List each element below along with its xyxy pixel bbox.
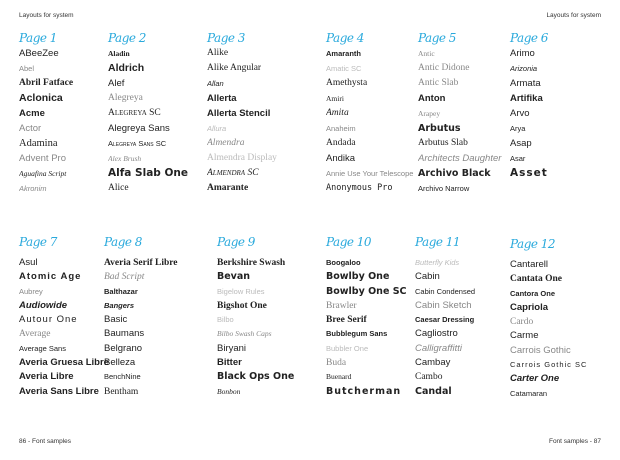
font-sample: ABeeZee: [19, 48, 59, 59]
font-sample: Audiowide: [19, 299, 68, 311]
font-sample: Averia Gruesa Libre: [19, 357, 109, 369]
font-sample: Biryani: [217, 342, 247, 354]
font-sample: Allerta: [207, 93, 237, 104]
font-sample: Average: [19, 329, 51, 340]
page-footer-left: 86 - Font samples: [19, 438, 72, 445]
font-sample: Alfa Slab One: [108, 167, 188, 179]
font-sample: Arbutus Slab: [418, 138, 468, 148]
font-sample: Buenard: [326, 372, 352, 382]
font-sample: Abril Fatface: [19, 78, 74, 88]
font-sample: Catamaran: [510, 388, 548, 398]
font-sample: Andada: [326, 138, 356, 148]
font-sample: Bubblegum Sans: [326, 329, 388, 339]
font-sample: Butterfly Kids: [415, 258, 460, 267]
font-sample: Alegreya Sans SC: [108, 139, 167, 148]
font-sample: Belleza: [104, 357, 136, 369]
font-sample: BenchNine: [104, 372, 141, 382]
font-sample: Carme: [510, 330, 539, 342]
page-heading: Page 4: [326, 31, 364, 45]
font-sample: Amaranth: [326, 49, 362, 58]
font-sample: Advent Pro: [19, 153, 66, 164]
font-sample: Bubbler One: [326, 343, 369, 353]
font-sample: Anonymous Pro: [326, 183, 393, 193]
font-sample: Asul: [19, 257, 38, 268]
page-heading: Page 7: [19, 235, 57, 249]
font-sample: Cambo: [415, 372, 443, 383]
font-column-page-3: [207, 31, 322, 196]
font-sample: Antic Slab: [418, 78, 459, 88]
font-sample: Almendra Display: [207, 153, 277, 163]
font-sample: Adamina: [19, 138, 58, 149]
font-sample: Cagliostro: [415, 328, 458, 340]
font-sample: Butcherman: [326, 385, 402, 397]
font-sample: Amita: [326, 108, 349, 118]
font-sample: Amiri: [326, 94, 344, 103]
font-sample: Armata: [510, 78, 541, 89]
font-sample: Anton: [418, 93, 446, 104]
font-sample: Buda: [326, 358, 347, 369]
font-sample: Bevan: [217, 271, 251, 283]
font-sample: Abel: [19, 64, 35, 73]
font-sample: Cambay: [415, 357, 451, 369]
page-heading: Page 8: [104, 235, 142, 249]
font-sample: Cantarell: [510, 259, 549, 270]
font-sample: Allura: [207, 124, 227, 133]
page-heading: Page 3: [207, 31, 245, 45]
font-sample: Artifika: [510, 93, 543, 104]
font-sample: Cantata One: [510, 274, 562, 285]
page-heading: Page 5: [418, 31, 456, 45]
font-sample: Almendra: [207, 138, 245, 148]
font-sample: Arimo: [510, 48, 535, 59]
font-column-page-9: [217, 235, 332, 399]
font-sample: Alef: [108, 78, 125, 89]
font-sample: Aladin: [108, 49, 130, 58]
font-sample: Amarante: [207, 183, 249, 193]
font-sample: Archivo Narrow: [418, 184, 470, 193]
page-heading: Page 11: [415, 235, 461, 249]
font-sample: Baumans: [104, 328, 145, 340]
font-sample: Boogaloo: [326, 258, 361, 267]
font-sample: Arapey: [418, 109, 441, 118]
font-sample: Bowlby One SC: [326, 285, 407, 297]
font-sample: Black Ops One: [217, 371, 295, 383]
font-sample: Cabin Condensed: [415, 286, 476, 296]
font-sample: Alegreya SC: [108, 108, 161, 118]
font-sample: Arizonia: [510, 64, 538, 73]
page-heading: Page 12: [510, 237, 556, 251]
font-sample: Arvo: [510, 108, 530, 119]
page-heading: Page 2: [108, 31, 146, 45]
font-sample: Cardo: [510, 317, 534, 328]
font-sample: Allerta Stencil: [207, 108, 271, 119]
font-column-page-2: [108, 31, 223, 196]
font-column-page-8: [104, 235, 219, 399]
font-sample: Caesar Dressing: [415, 315, 475, 325]
font-sample: Arbutus: [418, 123, 461, 134]
font-sample: Allan: [207, 79, 224, 88]
font-sample: Cantora One: [510, 288, 556, 298]
font-sample: Carrois Gothic SC: [510, 360, 588, 370]
font-sample: Annie Use Your Telescope: [326, 169, 414, 178]
font-sample: Acme: [19, 108, 45, 119]
font-sample: Brawler: [326, 300, 357, 311]
page-heading: Page 1: [19, 31, 57, 45]
font-sample: Carrois Gothic: [510, 344, 571, 356]
font-sample: Balthazar: [104, 286, 138, 296]
font-sample: Cabin: [415, 271, 440, 283]
running-header-left: Layouts for system: [19, 12, 74, 19]
font-sample: Belgrano: [104, 342, 143, 354]
page-heading: Page 9: [217, 235, 255, 249]
font-sample: Asap: [510, 138, 532, 149]
font-sample: Aclonica: [19, 92, 63, 104]
font-sample: Candal: [415, 385, 452, 397]
font-sample: Averia Sans Libre: [19, 385, 99, 397]
font-sample: Antic: [418, 49, 435, 58]
page-heading: Page 10: [326, 235, 372, 249]
font-column-page-6: [510, 31, 620, 181]
font-sample: Cabin Sketch: [415, 299, 472, 311]
font-sample: Bilbo Swash Caps: [217, 329, 272, 339]
font-sample: Bitter: [217, 357, 242, 369]
font-sample: Architects Daughter: [418, 153, 502, 164]
font-sample: Bree Serif: [326, 315, 367, 326]
font-sample: Calligraffitti: [415, 342, 462, 354]
font-sample: Anaheim: [326, 124, 356, 133]
font-sample: Autour One: [19, 314, 78, 326]
font-sample: Actor: [19, 123, 42, 134]
font-sample: Alike Angular: [207, 63, 262, 73]
font-sample: Capriola: [510, 301, 549, 313]
font-sample: Basic: [104, 314, 128, 326]
font-sample: Alegreya Sans: [108, 123, 170, 134]
font-sample: Averia Libre: [19, 371, 74, 383]
font-sample: Almendra SC: [207, 168, 259, 178]
font-sample: Aubrey: [19, 286, 43, 296]
font-sample: Carter One: [510, 373, 560, 385]
running-header-right: Layouts for system: [546, 12, 601, 19]
font-sample: Akronim: [19, 184, 47, 193]
font-sample: Antic Didone: [418, 63, 470, 73]
font-sample: Alex Brush: [108, 154, 142, 163]
font-sample: Bowlby One: [326, 271, 390, 283]
page-footer-right: Font samples - 87: [548, 438, 601, 445]
font-sample: Andika: [326, 153, 356, 164]
font-sample: Bonbon: [217, 386, 241, 396]
font-sample: Amethysta: [326, 78, 368, 88]
font-sample: Aguafina Script: [19, 169, 67, 178]
font-column-page-12: [510, 237, 620, 401]
font-sample: Atomic Age: [19, 271, 82, 283]
font-sample: Alike: [207, 48, 229, 58]
font-sample: Alegreya: [108, 93, 143, 103]
font-sample: Average Sans: [19, 343, 66, 353]
font-sample: Asset: [510, 167, 548, 179]
font-sample: Averia Serif Libre: [104, 258, 178, 268]
font-sample: Arya: [510, 124, 526, 133]
font-sample: Bentham: [104, 386, 139, 397]
font-sample: Asar: [510, 154, 526, 163]
font-sample: Bigshot One: [217, 300, 267, 311]
font-sample: Berkshire Swash: [217, 258, 286, 268]
font-sample: Aldrich: [108, 62, 145, 74]
font-sample: Amatic SC: [326, 64, 362, 73]
font-sample: Bigelow Rules: [217, 286, 265, 296]
page-heading: Page 6: [510, 31, 548, 45]
font-sample: Alice: [108, 183, 129, 193]
font-sample: Bangers: [104, 300, 135, 310]
font-sample: Bilbo: [217, 315, 234, 325]
font-sample: Archivo Black: [418, 168, 491, 179]
font-sample: Bad Script: [104, 272, 145, 283]
